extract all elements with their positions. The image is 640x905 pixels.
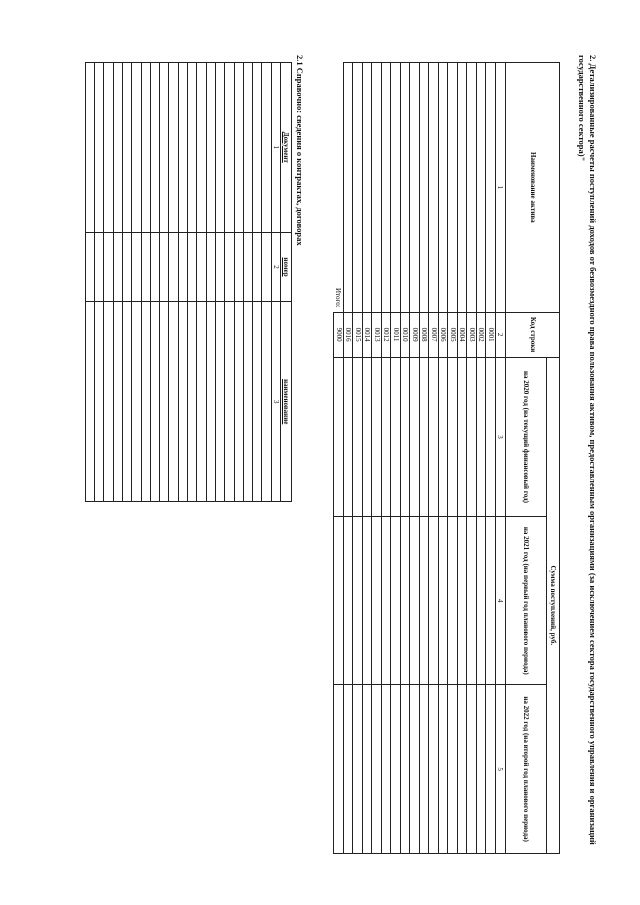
amount-cell[interactable] <box>429 517 439 685</box>
total-row <box>334 63 344 854</box>
row-code-cell: 0003 <box>467 312 477 357</box>
table-row <box>85 63 94 502</box>
heading-line-1: 2. Детализированные расчеты поступлений доходов от безвозмездного права пользования активом, предоставленным организациями (за исключением сектора государственного управления и организаций <box>588 55 598 845</box>
contract-cell[interactable] <box>262 302 271 502</box>
contract-cell[interactable] <box>262 232 271 302</box>
total-code-cell: 9000 <box>334 312 344 357</box>
contract-cell[interactable] <box>85 232 94 302</box>
amount-cell[interactable] <box>467 357 477 517</box>
amount-cell[interactable] <box>439 357 449 517</box>
table-row <box>439 63 449 854</box>
amount-cell[interactable] <box>448 685 458 854</box>
amount-cell[interactable] <box>448 517 458 685</box>
contract-cell[interactable] <box>132 302 141 502</box>
row-code-cell: 0015 <box>353 312 363 357</box>
col-header-2022: на 2022 год (на второй год планового периода) <box>506 685 547 854</box>
table-row <box>113 63 122 502</box>
row-code-cell: 0007 <box>429 312 439 357</box>
asset-name-cell <box>363 63 373 313</box>
amount-cell[interactable] <box>439 685 449 854</box>
amount-cell[interactable] <box>420 517 430 685</box>
table-row <box>253 63 262 502</box>
income-table <box>334 62 561 854</box>
column-number: 3 <box>496 357 506 517</box>
contract-cell[interactable] <box>215 232 224 302</box>
amount-cell[interactable] <box>410 517 420 685</box>
table-row <box>486 63 496 854</box>
column-number: 2 <box>271 232 280 302</box>
row-code-cell: 0011 <box>391 312 401 357</box>
amount-cell[interactable] <box>467 517 477 685</box>
row-code-cell: 0006 <box>439 312 449 357</box>
total-amount-cell[interactable] <box>334 517 344 685</box>
table-row <box>141 63 150 502</box>
contract-cell[interactable] <box>95 232 104 302</box>
contract-cell[interactable] <box>178 232 187 302</box>
contract-cell[interactable] <box>234 232 243 302</box>
table-row <box>104 63 113 502</box>
asset-name-cell <box>477 63 487 313</box>
asset-name-cell <box>410 63 420 313</box>
amount-cell[interactable] <box>391 517 401 685</box>
contract-cell[interactable] <box>113 63 122 233</box>
table-row <box>132 63 141 502</box>
contract-cell[interactable] <box>197 232 206 302</box>
contract-cell[interactable] <box>95 302 104 502</box>
amount-cell[interactable] <box>353 517 363 685</box>
table-row <box>169 63 178 502</box>
asset-name-cell <box>448 63 458 313</box>
table-row <box>122 63 131 502</box>
contract-cell[interactable] <box>225 232 234 302</box>
contract-cell[interactable] <box>178 63 187 233</box>
sub-heading: 2.1 Справочно: сведения о контрактах, договорах <box>295 55 305 246</box>
contract-cell[interactable] <box>104 302 113 502</box>
amount-cell[interactable] <box>382 685 392 854</box>
asset-name-cell <box>458 63 468 313</box>
table-row <box>197 63 206 502</box>
contract-cell[interactable] <box>132 63 141 233</box>
amount-cell[interactable] <box>420 357 430 517</box>
contract-cell[interactable] <box>113 302 122 502</box>
column-number: 4 <box>496 517 506 685</box>
contract-cell[interactable] <box>234 63 243 233</box>
contract-cell[interactable] <box>215 302 224 502</box>
contract-cell[interactable] <box>85 63 94 233</box>
contract-cell[interactable] <box>188 302 197 502</box>
contract-cell[interactable] <box>215 63 224 233</box>
table-row <box>467 63 477 854</box>
asset-name-cell <box>439 63 449 313</box>
contract-cell[interactable] <box>150 232 159 302</box>
table-row <box>410 63 420 854</box>
row-code-cell: 0001 <box>486 312 496 357</box>
amount-cell[interactable] <box>344 517 354 685</box>
contract-cell[interactable] <box>169 232 178 302</box>
contract-cell[interactable] <box>113 232 122 302</box>
table-row <box>353 63 363 854</box>
row-code-cell: 0004 <box>458 312 468 357</box>
contract-cell[interactable] <box>104 63 113 233</box>
amount-cell[interactable] <box>382 357 392 517</box>
section-heading <box>576 55 598 845</box>
contract-cell[interactable] <box>85 302 94 502</box>
contract-cell[interactable] <box>122 302 131 502</box>
row-code-cell: 0013 <box>372 312 382 357</box>
amount-cell[interactable] <box>391 357 401 517</box>
table-row <box>382 63 392 854</box>
contract-cell[interactable] <box>197 302 206 502</box>
contract-cell[interactable] <box>95 63 104 233</box>
contract-cell[interactable] <box>141 63 150 233</box>
amount-cell[interactable] <box>372 685 382 854</box>
contract-cell[interactable] <box>206 232 215 302</box>
table-row <box>391 63 401 854</box>
amount-cell[interactable] <box>372 517 382 685</box>
contract-cell[interactable] <box>243 63 252 233</box>
contract-cell[interactable] <box>243 302 252 502</box>
table-row <box>178 63 187 502</box>
table-row <box>448 63 458 854</box>
amount-cell[interactable] <box>372 357 382 517</box>
contract-cell[interactable] <box>206 63 215 233</box>
amount-cell[interactable] <box>420 685 430 854</box>
row-code-cell: 0005 <box>448 312 458 357</box>
contract-cell[interactable] <box>160 232 169 302</box>
amount-cell[interactable] <box>410 685 420 854</box>
amount-cell[interactable] <box>458 685 468 854</box>
contract-cell[interactable] <box>253 232 262 302</box>
table-row <box>95 63 104 502</box>
amount-cell[interactable] <box>467 685 477 854</box>
asset-name-cell <box>401 63 411 313</box>
amount-cell[interactable] <box>458 357 468 517</box>
column-number: 1 <box>496 63 506 313</box>
contract-cell[interactable] <box>150 63 159 233</box>
col-header-sum-group: Сумма поступлений, руб. <box>547 357 560 853</box>
contract-cell[interactable] <box>141 232 150 302</box>
amount-cell[interactable] <box>401 357 411 517</box>
row-code-cell: 0009 <box>410 312 420 357</box>
table-row <box>188 63 197 502</box>
row-code-cell: 0014 <box>363 312 373 357</box>
asset-name-cell <box>372 63 382 313</box>
column-number: 2 <box>496 312 506 357</box>
amount-cell[interactable] <box>486 685 496 854</box>
row-code-cell: 0002 <box>477 312 487 357</box>
table-row <box>160 63 169 502</box>
total-amount-cell[interactable] <box>334 685 344 854</box>
column-number-row <box>496 63 506 854</box>
contract-cell[interactable] <box>160 302 169 502</box>
amount-cell[interactable] <box>486 517 496 685</box>
asset-name-cell <box>429 63 439 313</box>
asset-name-cell <box>382 63 392 313</box>
col-header-number: номер <box>281 232 292 302</box>
amount-cell[interactable] <box>344 685 354 854</box>
amount-cell[interactable] <box>458 517 468 685</box>
amount-cell[interactable] <box>477 357 487 517</box>
amount-cell[interactable] <box>429 685 439 854</box>
amount-cell[interactable] <box>439 517 449 685</box>
contract-cell[interactable] <box>169 63 178 233</box>
column-number: 3 <box>271 302 280 502</box>
contract-cell[interactable] <box>169 302 178 502</box>
amount-cell[interactable] <box>477 517 487 685</box>
col-header-name: наименование <box>281 302 292 502</box>
col-header-document: Документ <box>281 63 292 233</box>
table-row <box>372 63 382 854</box>
contract-cell[interactable] <box>243 232 252 302</box>
total-label: Итого: <box>334 287 343 308</box>
amount-cell[interactable] <box>486 357 496 517</box>
amount-cell[interactable] <box>382 517 392 685</box>
col-header-2021: на 2021 год (на первый год планового периода) <box>506 517 547 685</box>
amount-cell[interactable] <box>391 685 401 854</box>
row-code-cell: 0010 <box>401 312 411 357</box>
contract-cell[interactable] <box>160 63 169 233</box>
contract-cell[interactable] <box>197 63 206 233</box>
contract-cell[interactable] <box>104 232 113 302</box>
amount-cell[interactable] <box>363 517 373 685</box>
contract-cell[interactable] <box>150 302 159 502</box>
row-code-cell: 0008 <box>420 312 430 357</box>
table-row <box>206 63 215 502</box>
table-row <box>458 63 468 854</box>
contract-cell[interactable] <box>188 63 197 233</box>
amount-cell[interactable] <box>353 685 363 854</box>
table-row <box>262 63 271 502</box>
contracts-table <box>85 62 292 502</box>
amount-cell[interactable] <box>429 357 439 517</box>
amount-cell[interactable] <box>401 685 411 854</box>
table-row <box>225 63 234 502</box>
column-number-row <box>271 63 280 502</box>
amount-cell[interactable] <box>401 517 411 685</box>
heading-line-2: государственного сектора)" <box>577 55 587 162</box>
table-row <box>243 63 252 502</box>
contract-cell[interactable] <box>132 232 141 302</box>
contract-cell[interactable] <box>253 302 262 502</box>
asset-name-cell <box>391 63 401 313</box>
amount-cell[interactable] <box>363 685 373 854</box>
column-number: 1 <box>271 63 280 233</box>
asset-name-cell <box>420 63 430 313</box>
table-row <box>477 63 487 854</box>
contract-cell[interactable] <box>122 232 131 302</box>
table-row <box>234 63 243 502</box>
contract-cell[interactable] <box>178 302 187 502</box>
row-code-cell: 0012 <box>382 312 392 357</box>
col-header-asset-name: Наименование актива <box>506 63 560 313</box>
contract-cell[interactable] <box>253 63 262 233</box>
column-number: 5 <box>496 685 506 854</box>
asset-name-cell <box>344 63 354 313</box>
col-header-row-code: Код строки <box>506 312 560 357</box>
table-row <box>150 63 159 502</box>
contract-cell[interactable] <box>234 302 243 502</box>
amount-cell[interactable] <box>448 357 458 517</box>
total-amount-cell[interactable] <box>334 357 344 517</box>
contract-cell[interactable] <box>225 302 234 502</box>
row-code-cell: 0016 <box>344 312 354 357</box>
table-row <box>363 63 373 854</box>
amount-cell[interactable] <box>353 357 363 517</box>
table-row <box>429 63 439 854</box>
asset-name-cell <box>467 63 477 313</box>
amount-cell[interactable] <box>477 685 487 854</box>
contract-cell[interactable] <box>188 232 197 302</box>
table-row <box>420 63 430 854</box>
amount-cell[interactable] <box>344 357 354 517</box>
contract-cell[interactable] <box>122 63 131 233</box>
asset-name-cell <box>486 63 496 313</box>
table-row <box>401 63 411 854</box>
amount-cell[interactable] <box>363 357 373 517</box>
amount-cell[interactable] <box>410 357 420 517</box>
col-header-2020: на 2020 год (на текущий финансовый год) <box>506 357 547 517</box>
contract-cell[interactable] <box>206 302 215 502</box>
contract-cell[interactable] <box>225 63 234 233</box>
contract-cell[interactable] <box>141 302 150 502</box>
asset-name-cell <box>353 63 363 313</box>
contract-cell[interactable] <box>262 63 271 233</box>
table-row <box>215 63 224 502</box>
table-row <box>344 63 354 854</box>
